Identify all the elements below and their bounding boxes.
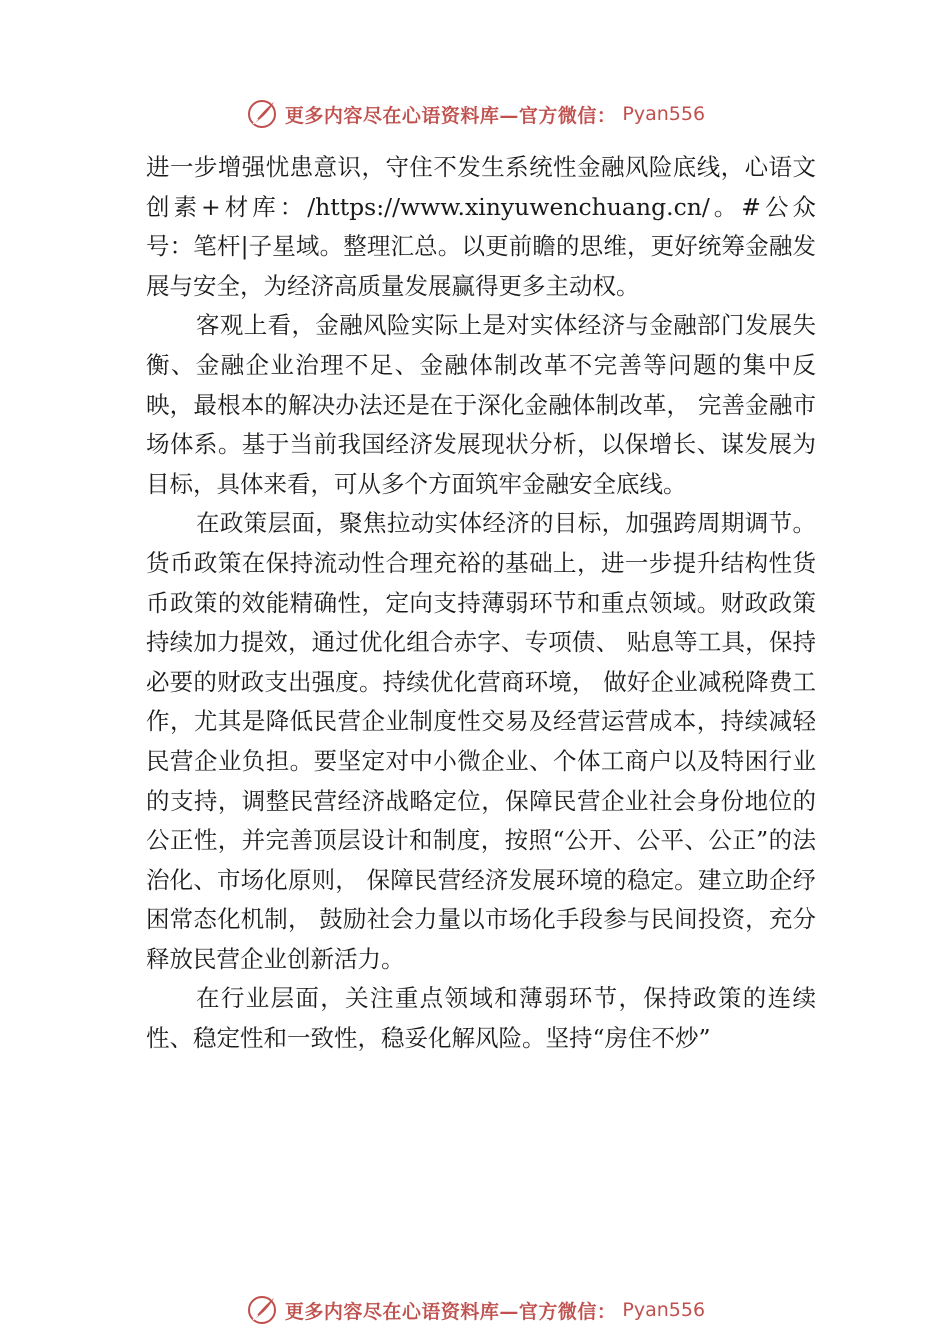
paragraph-1: 进一步增强忧患意识，守住不发生系统性金融风险底线，心语文创素+材库：/https://www.xinyuwenchuang.cn/。#公众号：笔杆|子星域。整理汇总。以更前瞻的思维，更好统筹金融发展与安全，为经济高质量发展赢得更多主动权。 <box>146 153 816 300</box>
watermark-text: 更多内容尽在心语资料库—官方微信： <box>284 104 617 127</box>
paragraph-2: 客观上看，金融风险实际上是对实体经济与金融部门发展失衡、金融企业治理不足、金融体制改革不完善等问题的集中反映，最根本的解决办法还是在于深化金融体制改革， 完善金融市场体系。基于当前我国经济发展现状分析，以保增长、谋发展为目标，具体来看，可从多个方面筑牢金融安全底线。 <box>146 311 816 498</box>
document-body <box>146 148 816 1059</box>
paragraph-4: 在行业层面，关注重点领域和薄弱环节，保持政策的连续性、稳定性和一致性，稳妥化解风险。坚持“房住不炒” <box>146 984 816 1053</box>
header-watermark <box>0 94 950 134</box>
paragraph-3: 在政策层面，聚焦拉动实体经济的目标，加强跨周期调节。货币政策在保持流动性合理充裕的基础上，进一步提升结构性货币政策的效能精确性，定向支持薄弱环节和重点领域。财政政策持续加力提效，通过优化组合赤字、专项债、 贴息等工具，保持必要的财政支出强度。持续优化营商环境， 做好企业减税降费工作，尤其是降低民营企业制度性交易及经营运营成本，持续减轻民营企业负担。要坚定对中小微企业、个体工商户以及特困行业的支持，调整民营经济战略定位，保障民营企业社会身份地位的公正性，并完善顶层设计和制度，按照“公开、公平、公正”的法治化、市场化原则， 保障民营经济发展环境的稳定。建立助企纾困常态化机制， 鼓励社会力量以市场化手段参与民间投资，充分释放民营企业创新活力。 <box>146 509 816 973</box>
feather-pen-icon <box>245 97 279 131</box>
watermark-handle: Pyan556 <box>622 103 706 125</box>
footer-watermark <box>0 1290 950 1330</box>
watermark-handle: Pyan556 <box>622 1299 706 1321</box>
watermark-text: 更多内容尽在心语资料库—官方微信： <box>284 1300 617 1323</box>
feather-pen-icon <box>245 1293 279 1327</box>
